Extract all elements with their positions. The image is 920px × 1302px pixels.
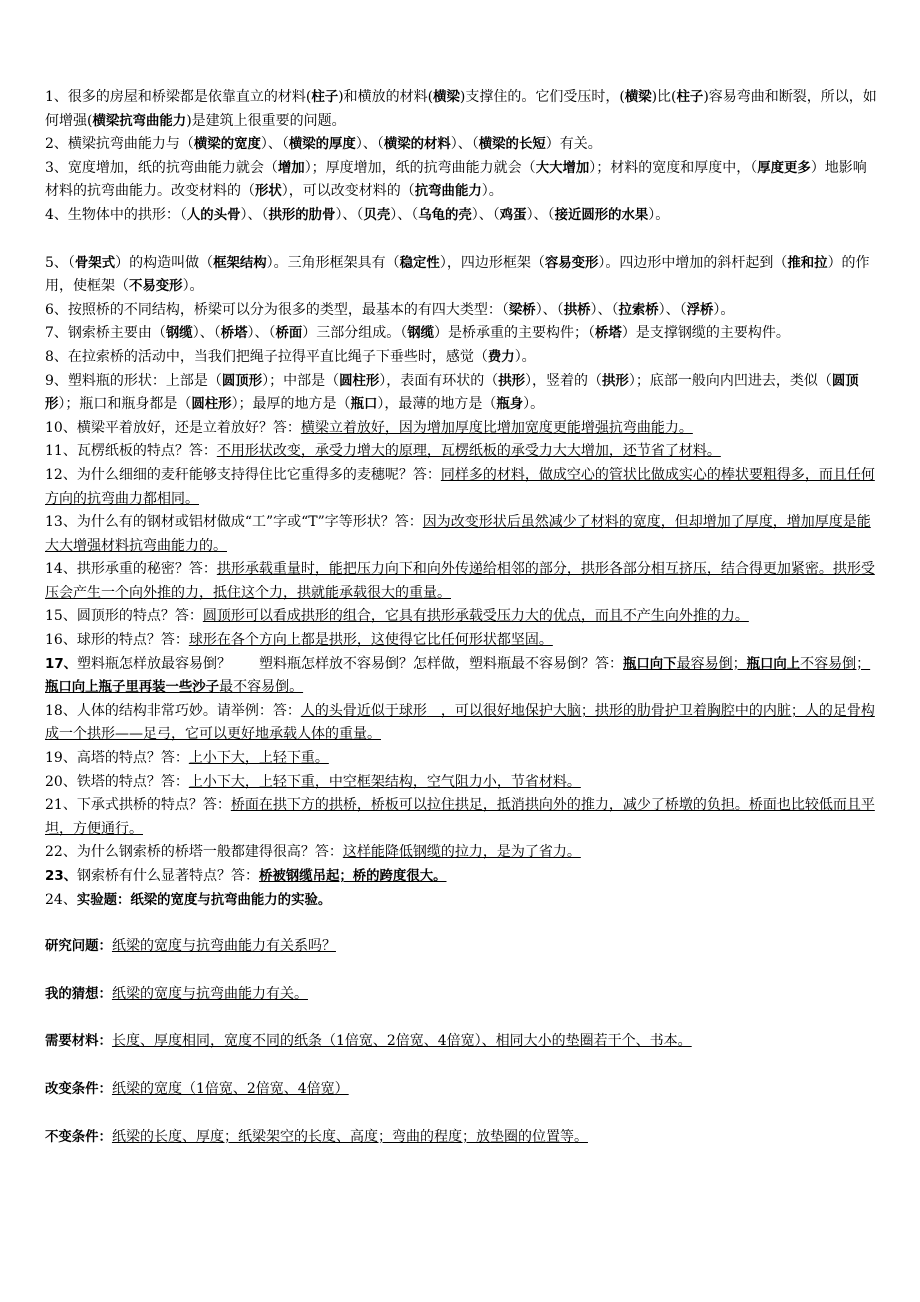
answer-keyword: 鸡蛋 bbox=[499, 207, 527, 223]
question-item bbox=[45, 629, 877, 653]
answer-keyword: 费力 bbox=[487, 349, 515, 365]
question-text: 5、（ bbox=[45, 254, 75, 271]
question-text: ），可以改变材料的（ bbox=[281, 183, 415, 200]
question-text: ）。 bbox=[514, 348, 536, 365]
answer-keyword: 梁桥 bbox=[508, 302, 536, 318]
question-item bbox=[45, 511, 877, 558]
answer-keyword: 乌龟的壳 bbox=[418, 207, 472, 223]
question-text: 1、很多的房屋和桥梁都是依靠直立的材料( bbox=[45, 89, 312, 105]
section-label: 需要材料： bbox=[45, 1034, 112, 1050]
answer-keyword: 柱子 bbox=[676, 90, 704, 105]
question-text: 14、拱形承重的秘密？答： bbox=[45, 561, 217, 578]
question-text: 塑料瓶怎样放最容易倒？ 塑料瓶怎样放不容易倒？怎样做，塑料瓶最不容易倒？答： bbox=[77, 655, 624, 672]
question-text: ）。 bbox=[523, 396, 545, 413]
answer-text: 不容易倒； bbox=[800, 655, 871, 672]
answer-keyword: 厚度更多 bbox=[757, 160, 811, 176]
answer-keyword: 瓶口 bbox=[350, 397, 378, 413]
question-text: ）；最厚的地方是（ bbox=[231, 396, 351, 413]
experiment-section bbox=[45, 1030, 877, 1054]
question-item bbox=[45, 440, 877, 464]
answer-keyword: 骨架式 bbox=[74, 255, 116, 271]
question-text: 10、横梁平着放好，还是立着放好？答： bbox=[45, 419, 301, 436]
answer-text: 不用形状改变，承受力增大的原理，瓦楞纸板的承受力大大增加，还节省了材料。 bbox=[216, 443, 721, 460]
question-text: 19、高塔的特点？答： bbox=[45, 750, 189, 767]
answer-keyword: 拉索桥 bbox=[618, 302, 659, 318]
answer-keyword: 拱桥 bbox=[563, 302, 591, 318]
answer-keyword: 瓶口向上 bbox=[746, 656, 801, 672]
answer-keyword: 横梁 bbox=[624, 90, 652, 105]
question-text: 24、 bbox=[45, 891, 77, 908]
question-text: ）；瓶口和瓶身都是（ bbox=[58, 396, 192, 413]
section-label: 研究问题： bbox=[45, 939, 112, 955]
section-value: 长度、厚度相同，宽度不同的纸条（1倍宽、2倍宽、4倍宽）、相同大小的垫圈若干个、书本。 bbox=[111, 1033, 692, 1050]
question-text: 8、在拉索桥的活动中，当我们把绳子拉得平直比绳子下垂些时，感觉（ bbox=[45, 348, 488, 365]
question-text: ）三部分组成。（ bbox=[302, 325, 408, 342]
answer-keyword: 接近圆形的水果 bbox=[554, 207, 649, 223]
question-text: ）的构造叫做（ bbox=[115, 254, 214, 271]
question-text: ）、（ bbox=[192, 325, 221, 342]
question-item bbox=[45, 86, 877, 133]
question-text: ）、（ bbox=[526, 206, 555, 223]
answer-keyword: 贝壳 bbox=[363, 207, 391, 223]
question-text: ）、（ bbox=[471, 206, 500, 223]
answer-keyword: 桥塔 bbox=[220, 326, 248, 342]
question-text: ）、（ bbox=[240, 206, 269, 223]
question-item bbox=[45, 157, 877, 204]
spacer bbox=[45, 1054, 877, 1078]
answer-text: 拱形承载重量时，能把压力向下和向外传递给相邻的部分，拱形各部分相互挤压，结合得更加紧密。拱形受压会产生一个向外推的力，抵住这个力，拱就能承载很大的重量。 bbox=[45, 561, 875, 601]
question-text: )容易弯曲和断裂，所以，如何增强( bbox=[45, 89, 877, 129]
question-text: 21、下承式拱桥的特点？答： bbox=[45, 797, 231, 814]
question-text: 3、宽度增加，纸的抗弯曲能力就会（ bbox=[45, 159, 278, 176]
answer-keyword: 桥塔 bbox=[595, 326, 622, 342]
question-text: 9、塑料瓶的形状：上部是（ bbox=[45, 372, 222, 389]
question-item bbox=[45, 794, 877, 841]
answer-keyword: 大大增加 bbox=[535, 160, 590, 176]
experiment-sections bbox=[45, 935, 877, 1149]
question-text: ）有关。 bbox=[545, 136, 602, 153]
question-item bbox=[45, 747, 877, 771]
question-text: 22、为什么钢索桥的桥塔一般都建得很高？答： bbox=[45, 844, 343, 861]
answer-keyword: 实验题：纸梁的宽度与抗弯曲能力的实验。 bbox=[76, 892, 332, 908]
answer-keyword: 桥被钢缆吊起；桥的跨度很大。 bbox=[259, 869, 447, 884]
answer-keyword: 容易变形 bbox=[544, 255, 599, 271]
question-text: ）、（ bbox=[658, 301, 687, 318]
question-text: ）、（ bbox=[590, 301, 619, 318]
document-page bbox=[45, 86, 877, 1149]
answer-keyword: 瓶身 bbox=[496, 397, 524, 413]
question-text: ）地影响材料的抗弯曲能力。改变材料的（ bbox=[45, 159, 867, 200]
question-text: ），竖着的（ bbox=[525, 372, 603, 389]
answer-keyword: 增加 bbox=[277, 160, 305, 176]
question-text: ）。 bbox=[713, 301, 735, 318]
question-text: 2、横梁抗弯曲能力与（ bbox=[45, 136, 194, 153]
question-text: ）；底部一般向内凹进去，类似（ bbox=[628, 372, 832, 389]
section-value: 纸梁的宽度与抗弯曲能力有关系吗？ bbox=[111, 938, 336, 955]
answer-keyword: 圆顶形 bbox=[45, 373, 859, 413]
question-text: 7、钢索桥主要由（ bbox=[45, 325, 166, 342]
question-item bbox=[45, 841, 877, 865]
section-label: 改变条件： bbox=[45, 1081, 112, 1097]
question-text: 16、球形的特点？答： bbox=[45, 632, 189, 649]
question-text: 钢索桥有什么显著特点？答： bbox=[77, 868, 260, 884]
question-text: 18、人体的结构非常巧妙。请举例：答： bbox=[45, 702, 301, 719]
answer-keyword: 抗弯曲能力 bbox=[414, 184, 482, 200]
answer-keyword: 拱形 bbox=[498, 373, 526, 389]
answer-text: 最不容易倒。 bbox=[219, 679, 304, 696]
question-item bbox=[45, 133, 877, 157]
question-text: ）；材料的宽度和厚度中，（ bbox=[589, 159, 758, 176]
section-label: 不变条件： bbox=[45, 1129, 112, 1145]
question-text: 4、生物体中的拱形：（ bbox=[45, 206, 187, 223]
question-item bbox=[45, 865, 877, 889]
question-item bbox=[45, 204, 877, 228]
question-text: 6、按照桥的不同结构，桥梁可以分为很多的类型，最基本的有四大类型：（ bbox=[45, 301, 509, 318]
answer-text: 圆顶形可以看成拱形的组合，它具有拱形承载受压力大的优点，而且不产生向外推的力。 bbox=[202, 608, 749, 625]
answer-text: 上小下大，上轻下重。 bbox=[188, 750, 329, 767]
section-label: 我的猜想： bbox=[45, 986, 112, 1002]
question-item bbox=[45, 322, 877, 346]
question-text: 12、为什么细细的麦秆能够支持得住比它重得多的麦穗呢？答： bbox=[45, 466, 441, 483]
question-text: ）是桥承重的主要构件；（ bbox=[434, 325, 596, 342]
answer-keyword: 瓶口向上瓶子里再装一些沙子 bbox=[45, 680, 220, 696]
question-item bbox=[45, 558, 877, 605]
answer-keyword: 柱子 bbox=[311, 90, 339, 105]
question-item bbox=[45, 464, 877, 511]
answer-keyword: 拱形 bbox=[602, 373, 629, 389]
question-text: 13、为什么有的钢材或铝材做成“工”字或“T”字等形状？答： bbox=[45, 514, 423, 531]
question-text: )比( bbox=[651, 89, 677, 105]
question-text: )支撑住的。它们受压时，( bbox=[459, 89, 625, 105]
question-text: 20、铁塔的特点？答： bbox=[45, 773, 189, 790]
answer-keyword: 横梁抗弯曲能力 bbox=[92, 113, 187, 129]
spacer bbox=[45, 912, 877, 935]
question-item bbox=[45, 370, 877, 417]
spacer bbox=[45, 1102, 877, 1126]
question-text: ）、（ bbox=[355, 136, 384, 153]
answer-keyword: 钢缆 bbox=[407, 326, 435, 342]
question-text: ）；厚度增加，纸的抗弯曲能力就会（ bbox=[304, 159, 536, 176]
answer-text: 同样多的材料，做成空心的管状比做成实心的棒状要粗得多，而且任何方向的抗弯曲力都相同。 bbox=[45, 466, 875, 507]
answer-keyword: 圆柱形 bbox=[339, 373, 380, 389]
answer-text: 最容易倒； bbox=[676, 655, 747, 672]
answer-keyword: 钢缆 bbox=[165, 326, 193, 342]
answer-text: 横梁立着放好，因为增加厚度比增加宽度更能增强抗弯曲能力。 bbox=[300, 419, 693, 436]
answer-keyword: 横梁 bbox=[433, 90, 460, 105]
answer-keyword: 圆顶形 bbox=[221, 373, 263, 389]
experiment-section bbox=[45, 1078, 877, 1102]
answer-keyword: 拱形的肋骨 bbox=[268, 207, 336, 223]
question-item bbox=[45, 653, 877, 700]
question-text: ），最薄的地方是（ bbox=[377, 396, 497, 413]
answer-keyword: 23、 bbox=[45, 869, 78, 884]
question-item bbox=[45, 252, 877, 299]
experiment-section bbox=[45, 1126, 877, 1150]
answer-keyword: 稳定性 bbox=[399, 255, 440, 271]
answer-text: 因为改变形状后虽然减少了材料的宽度，但却增加了厚度，增加厚度是能大大增强材料抗弯曲能力的。 bbox=[45, 514, 871, 554]
question-item bbox=[45, 346, 877, 370]
answer-text: 人的头骨近似于球形 bbox=[300, 702, 427, 719]
question-text: ）、（ bbox=[335, 206, 364, 223]
answer-keyword: 浮桥 bbox=[686, 302, 714, 318]
question-text: ）。三角形框架具有（ bbox=[266, 254, 400, 271]
question-text: ）；中部是（ bbox=[262, 372, 340, 389]
spacer bbox=[45, 959, 877, 983]
answer-text: 上小下大，上轻下重，中空框架结构，空气阻力小，节省材料。 bbox=[188, 773, 581, 790]
answer-text: 球形在各个方向上都是拱形，这使得它比任何形状都坚固。 bbox=[188, 632, 553, 649]
answer-keyword: 瓶口向下 bbox=[623, 656, 677, 672]
question-text: ）、（ bbox=[450, 136, 479, 153]
question-text: ）、（ bbox=[535, 301, 564, 318]
question-text: ）是支撑钢缆的主要构件。 bbox=[621, 325, 790, 342]
section-value: 纸梁的宽度与抗弯曲能力有关。 bbox=[111, 985, 308, 1002]
question-text: ）。 bbox=[648, 206, 670, 223]
question-text: ）的作用，使框架（ bbox=[45, 254, 870, 295]
question-text: )是建筑上很重要的问题。 bbox=[186, 112, 346, 129]
question-item bbox=[45, 771, 877, 795]
answer-keyword: 横梁的厚度 bbox=[288, 137, 356, 153]
answer-text: ，可以很好地保护大脑；拱形的肋骨护卫着胸腔中的内脏；人的足骨构成一个拱形——足弓，它可以更好地承载人体的重量。 bbox=[45, 702, 875, 743]
question-item bbox=[45, 299, 877, 323]
section-value: 纸梁的长度、厚度；纸梁架空的长度、高度；弯曲的程度；放垫圈的位置等。 bbox=[111, 1128, 588, 1145]
question-text: ）。 bbox=[182, 278, 204, 295]
question-item bbox=[45, 605, 877, 629]
answer-keyword: 横梁的长短 bbox=[478, 137, 546, 153]
question-text: ）、（ bbox=[390, 206, 419, 223]
answer-text: 这样能降低钢缆的拉力，是为了省力。 bbox=[342, 844, 581, 861]
question-text: ）。四边形中增加的斜杆起到（ bbox=[598, 254, 788, 271]
question-text: 11、瓦楞纸板的特点？答： bbox=[45, 443, 217, 460]
answer-keyword: 横梁的材料 bbox=[383, 137, 451, 153]
question-text: ），表面有环状的（ bbox=[379, 372, 499, 389]
spacer bbox=[45, 228, 877, 252]
answer-keyword: 不易变形 bbox=[129, 279, 183, 295]
question-text: ）、（ bbox=[260, 136, 289, 153]
answer-keyword: 形状 bbox=[255, 184, 282, 200]
answer-keyword: 框架结构 bbox=[213, 255, 267, 271]
question-list bbox=[45, 86, 877, 912]
question-text: 15、圆顶形的特点？答： bbox=[45, 608, 203, 625]
section-value: 纸梁的宽度（1倍宽、2倍宽、4倍宽） bbox=[111, 1080, 349, 1097]
answer-keyword: 17、 bbox=[45, 656, 78, 672]
spacer bbox=[45, 1006, 877, 1030]
question-text: ）。 bbox=[481, 183, 503, 200]
question-text: ），四边形框架（ bbox=[439, 254, 545, 271]
experiment-section bbox=[45, 983, 877, 1007]
question-item bbox=[45, 417, 877, 441]
answer-keyword: 圆柱形 bbox=[191, 397, 232, 413]
question-text: ）、（ bbox=[247, 325, 276, 342]
experiment-section bbox=[45, 935, 877, 959]
answer-keyword: 桥面 bbox=[275, 326, 303, 342]
answer-keyword: 推和拉 bbox=[787, 255, 828, 271]
answer-keyword: 横梁的宽度 bbox=[193, 137, 261, 153]
answer-keyword: 人的头骨 bbox=[186, 207, 241, 223]
question-text: )和横放的材料( bbox=[338, 89, 434, 105]
question-item bbox=[45, 700, 877, 747]
answer-text: 桥面在拱下方的拱桥，桥板可以拉住拱足，抵消拱向外的推力，减少了桥墩的负担。桥面也比较低而且平坦，方便通行。 bbox=[45, 797, 875, 837]
question-item bbox=[45, 889, 877, 913]
